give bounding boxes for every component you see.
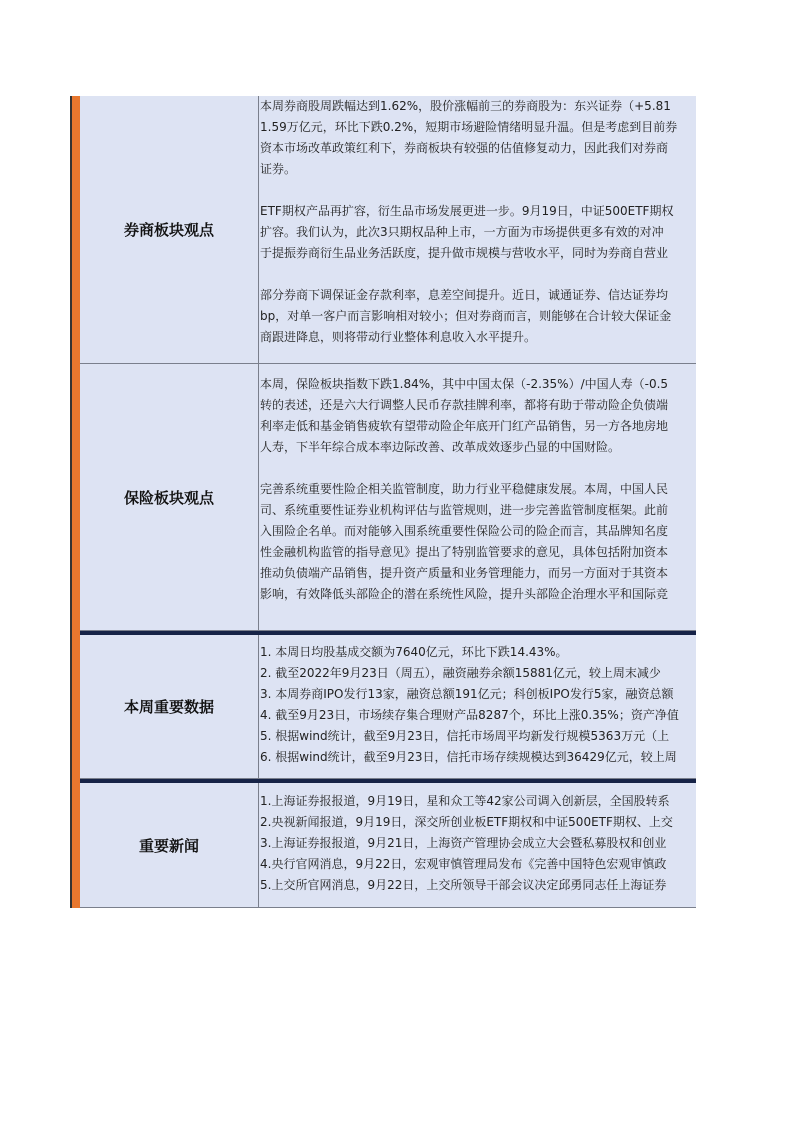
section-news <box>80 779 696 908</box>
orange-accent-bar <box>72 96 80 908</box>
section-content-insurance <box>260 374 696 605</box>
text-line: 5. 根据wind统计，截至9月23日，信托市场周平均新发行规模5363万元（上 <box>260 729 670 743</box>
section-content-broker <box>260 96 696 348</box>
text-line: 4.央行官网消息，9月22日，宏观审慎管理局发布《完善中国特色宏观审慎政 <box>260 857 667 871</box>
section-weekly-data <box>80 631 696 779</box>
section-broker <box>80 96 696 364</box>
section-label-insurance: 保险板块观点 <box>80 364 259 630</box>
text-line: 司、系统重要性证券业机构评估与监管规则，进一步完善监管制度框架。此前 <box>260 503 669 517</box>
text-line: 1. 本周日均股基成交额为7640亿元，环比下跌14.43%。 <box>260 645 568 659</box>
text-line: 完善系统重要性险企相关监管制度，助力行业平稳健康发展。本周，中国人民 <box>260 482 669 496</box>
section-content-news <box>260 791 696 896</box>
text-line: 6. 根据wind统计，截至9月23日，信托市场存续规模达到36429亿元，较上周 <box>260 750 677 764</box>
text-line: 1.59万亿元，环比下跌0.2%，短期市场避险情绪明显升温。但是考虑到目前券 <box>260 120 678 134</box>
text-line: 证券。 <box>260 162 297 176</box>
text-line: 转的表述，还是六大行调整人民币存款挂牌利率，都将有助于带动险企负债端 <box>260 398 669 412</box>
text-line: 商跟进降息，则将带动行业整体利息收入水平提升。 <box>260 330 537 344</box>
text-line: bp，对单一客户而言影响相对较小；但对券商而言，则能够在合计较大保证金 <box>260 309 672 323</box>
text-line: 2. 截至2022年9月23日（周五），融资融券余额15881亿元，较上周末减少 <box>260 666 661 680</box>
text-line: 利率走低和基金销售疲软有望带动险企年底开门红产品销售，另一方各地房地 <box>260 419 669 433</box>
text-line: 2.央视新闻报道，9月19日，深交所创业板ETF期权和中证500ETF期权、上交 <box>260 815 673 829</box>
text-line: 部分券商下调保证金存款利率，息差空间提升。近日，诚通证券、信达证券均 <box>260 288 669 302</box>
text-line: 推动负债端产品销售，提升资产质量和业务管理能力，而另一方面对于其资本 <box>260 566 669 580</box>
text-line: 1.上海证券报报道，9月19日，星和众工等42家公司调入创新层，全国股转系 <box>260 794 670 808</box>
section-content-weekly-data <box>260 642 696 768</box>
section-label-broker: 券商板块观点 <box>80 96 259 363</box>
text-line: 性金融机构监管的指导意见》提出了特别监管要求的意见，具体包括附加资本 <box>260 545 669 559</box>
text-line: 影响，有效降低头部险企的潜在系统性风险，提升头部险企治理水平和国际竞 <box>260 587 669 601</box>
text-line: 4. 截至9月23日，市场续存集合理财产品8287个，环比上涨0.35%；资产净值 <box>260 708 679 722</box>
text-line: 3. 本周券商IPO发行13家，融资总额191亿元；科创板IPO发行5家，融资总额 <box>260 687 674 701</box>
text-line: 5.上交所官网消息，9月22日，上交所领导干部会议决定邱勇同志任上海证券 <box>260 878 667 892</box>
text-line: 资本市场改革政策红利下，券商板块有较强的估值修复动力，因此我们对券商 <box>260 141 669 155</box>
text-line: ETF期权产品再扩容，衍生品市场发展更进一步。9月19日，中证500ETF期权 <box>260 204 674 218</box>
report-table <box>80 96 696 908</box>
text-line: 入围险企名单。而对能够入围系统重要性保险公司的险企而言，其品牌知名度 <box>260 524 669 538</box>
paragraph-gap <box>260 264 696 285</box>
text-line: 于提振券商衍生品业务活跃度，提升做市规模与营收水平，同时为券商自营业 <box>260 246 669 260</box>
paragraph-gap <box>260 458 696 479</box>
section-label-weekly-data: 本周重要数据 <box>80 635 259 778</box>
text-line: 3.上海证券报报道，9月21日，上海资产管理协会成立大会暨私募股权和创业 <box>260 836 667 850</box>
text-line: 扩容。我们认为，此次3只期权品种上市，一方面为市场提供更多有效的对冲 <box>260 225 664 239</box>
section-insurance <box>80 364 696 631</box>
paragraph-gap <box>260 180 696 201</box>
text-line: 本周券商股周跌幅达到1.62%，股价涨幅前三的券商股为：东兴证券（+5.81 <box>260 99 671 113</box>
text-line: 本周，保险板块指数下跌1.84%，其中中国太保（-2.35%）/中国人寿（-0.5 <box>260 377 669 391</box>
text-line: 人寿，下半年综合成本率边际改善、改革成效逐步凸显的中国财险。 <box>260 440 621 454</box>
section-label-news: 重要新闻 <box>80 783 259 907</box>
